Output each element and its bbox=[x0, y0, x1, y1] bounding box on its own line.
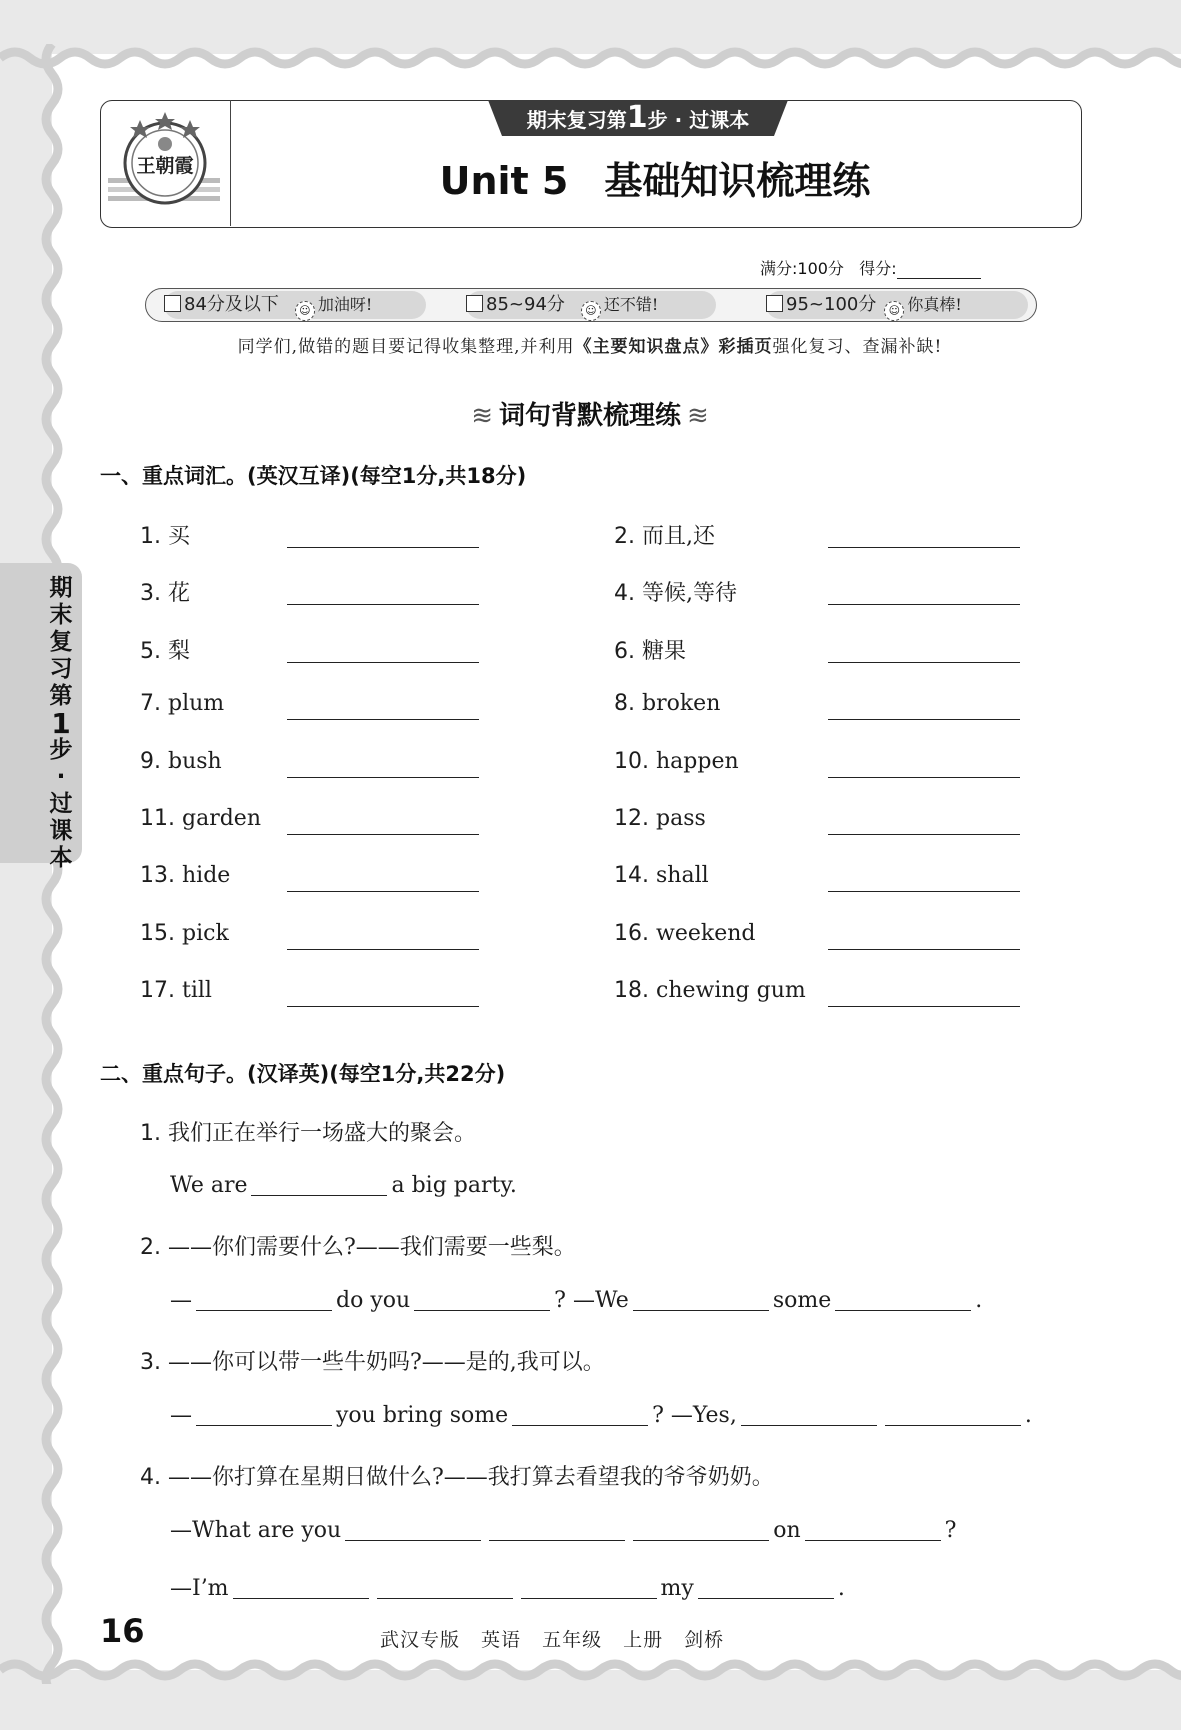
answer-line[interactable] bbox=[287, 547, 479, 548]
vocab-number: 8. bbox=[614, 691, 635, 716]
side-tab-char: 习 bbox=[49, 656, 73, 682]
answer-blank[interactable] bbox=[196, 1290, 332, 1311]
part1-heading: 一、重点词汇。(英汉互译)(每空1分,共18分) bbox=[100, 464, 527, 488]
vocab-term: pass bbox=[656, 806, 706, 831]
svg-text:王朝霞: 王朝霞 bbox=[136, 155, 194, 177]
vocab-term: chewing gum bbox=[656, 978, 806, 1003]
q4-chinese: 4. ——你打算在星期日做什么?——我打算去看望我的爷爷奶奶。 bbox=[140, 1465, 774, 1490]
answer-line[interactable] bbox=[828, 891, 1020, 892]
vocab-number: 7. bbox=[140, 691, 161, 716]
vocab-term: 而且,还 bbox=[642, 524, 715, 549]
vocab-item bbox=[614, 978, 806, 1003]
vocab-term: broken bbox=[642, 691, 721, 716]
answer-blank[interactable] bbox=[345, 1520, 481, 1541]
answer-line[interactable] bbox=[287, 719, 479, 720]
answer-blank[interactable] bbox=[741, 1405, 877, 1426]
section-title: ≋ 词句背默梳理练 ≋ bbox=[471, 401, 709, 431]
side-tab-label bbox=[44, 575, 78, 872]
vocab-item bbox=[140, 749, 222, 774]
vocab-item bbox=[614, 749, 739, 774]
side-tab-char: 复 bbox=[49, 629, 73, 655]
side-tab-char: 步 bbox=[49, 737, 73, 763]
q2-chinese: 2. ——你们需要什么?——我们需要一些梨。 bbox=[140, 1235, 576, 1260]
face-icon: ☺ bbox=[295, 301, 315, 321]
vocab-term: hide bbox=[182, 863, 231, 888]
logo-area bbox=[100, 100, 231, 226]
answer-blank[interactable] bbox=[489, 1520, 625, 1541]
answer-line[interactable] bbox=[828, 719, 1020, 720]
wave-deco-icon: ≋ bbox=[687, 401, 709, 431]
vocab-item bbox=[614, 576, 737, 607]
vocab-number: 17. bbox=[140, 978, 175, 1003]
vocab-term: happen bbox=[656, 749, 739, 774]
vocab-item bbox=[614, 691, 720, 716]
answer-blank[interactable] bbox=[805, 1520, 941, 1541]
vocab-item bbox=[140, 921, 229, 946]
q1-chinese: 1. 我们正在举行一场盛大的聚会。 bbox=[140, 1121, 477, 1146]
level-low-checkbox[interactable] bbox=[164, 295, 181, 312]
page-number: 16 bbox=[100, 1612, 145, 1650]
score-line: 满分:100分 得分: bbox=[760, 256, 1050, 279]
step-label: 期末复习第1步 · 过课本 bbox=[526, 100, 750, 135]
answer-line[interactable] bbox=[287, 891, 479, 892]
vocab-item bbox=[614, 519, 715, 550]
vocab-number: 3. bbox=[140, 581, 161, 606]
side-tab-char: 1 bbox=[51, 707, 71, 740]
vocab-item bbox=[614, 634, 686, 665]
answer-blank[interactable] bbox=[512, 1405, 648, 1426]
answer-blank[interactable] bbox=[251, 1175, 387, 1196]
level-mid-checkbox[interactable] bbox=[466, 295, 483, 312]
answer-line[interactable] bbox=[828, 834, 1020, 835]
vocab-item bbox=[614, 921, 755, 946]
answer-line[interactable] bbox=[828, 662, 1020, 663]
level-high-checkbox[interactable] bbox=[766, 295, 783, 312]
answer-line[interactable] bbox=[287, 949, 479, 950]
level-high: 95~100分 ☺ 你真棒! bbox=[766, 291, 1028, 319]
answer-line[interactable] bbox=[828, 777, 1020, 778]
level-mid: 85~94分 ☺ 还不错! bbox=[466, 291, 716, 319]
vocab-term: 梨 bbox=[168, 639, 191, 664]
vocab-number: 16. bbox=[614, 921, 649, 946]
vocab-number: 12. bbox=[614, 806, 649, 831]
vocab-number: 5. bbox=[140, 639, 161, 664]
answer-blank[interactable] bbox=[633, 1290, 769, 1311]
answer-blank[interactable] bbox=[196, 1405, 332, 1426]
answer-blank[interactable] bbox=[698, 1578, 834, 1599]
brand-logo-icon bbox=[100, 100, 230, 226]
vocab-term: garden bbox=[182, 806, 261, 831]
answer-blank[interactable] bbox=[414, 1290, 550, 1311]
vocab-item bbox=[140, 576, 190, 607]
vocab-number: 1. bbox=[140, 524, 161, 549]
vocab-item bbox=[614, 806, 706, 831]
notice-text: 同学们,做错的题目要记得收集整理,并利用《主要知识盘点》彩插页强化复习、查漏补缺! bbox=[237, 337, 943, 357]
q1-english: We are a big party. bbox=[170, 1173, 517, 1198]
vocab-number: 2. bbox=[614, 524, 635, 549]
part2-heading: 二、重点句子。(汉译英)(每空1分,共22分) bbox=[100, 1062, 506, 1086]
vocab-item bbox=[140, 863, 230, 888]
vocab-term: 买 bbox=[168, 524, 191, 549]
vocab-term: 等候,等待 bbox=[642, 581, 737, 606]
answer-line[interactable] bbox=[287, 604, 479, 605]
answer-line[interactable] bbox=[828, 949, 1020, 950]
score-blank[interactable] bbox=[897, 262, 981, 279]
face-icon: ☺ bbox=[581, 301, 601, 321]
wave-deco-icon: ≋ bbox=[471, 401, 493, 431]
vocab-number: 18. bbox=[614, 978, 649, 1003]
vocab-item bbox=[140, 978, 212, 1003]
vocab-number: 15. bbox=[140, 921, 175, 946]
page-title: Unit 5 基础知识梳理练 bbox=[439, 159, 871, 203]
answer-blank[interactable] bbox=[885, 1405, 1021, 1426]
answer-blank[interactable] bbox=[377, 1578, 513, 1599]
answer-line[interactable] bbox=[287, 662, 479, 663]
vocab-term: till bbox=[182, 978, 212, 1003]
vocab-number: 10. bbox=[614, 749, 649, 774]
vocab-item bbox=[140, 634, 190, 665]
side-tab-char: 课 bbox=[49, 818, 73, 844]
q3-english: — you bring some ? —Yes, . bbox=[170, 1403, 1032, 1428]
answer-line[interactable] bbox=[828, 1006, 1020, 1007]
side-tab-char: 本 bbox=[49, 845, 73, 871]
vocab-term: shall bbox=[656, 863, 709, 888]
vocab-item bbox=[140, 806, 261, 831]
level-low: 84分及以下 ☺ 加油呀! bbox=[164, 291, 426, 319]
vocab-term: 花 bbox=[168, 581, 191, 606]
footer-info: 武汉专版 英语 五年级 上册 剑桥 bbox=[380, 1629, 725, 1651]
level-bar bbox=[145, 288, 1037, 322]
answer-line[interactable] bbox=[828, 547, 1020, 548]
vocab-number: 11. bbox=[140, 806, 175, 831]
vocab-number: 13. bbox=[140, 863, 175, 888]
q3-chinese: 3. ——你可以带一些牛奶吗?——是的,我可以。 bbox=[140, 1350, 605, 1375]
answer-blank[interactable] bbox=[633, 1520, 769, 1541]
vocab-number: 4. bbox=[614, 581, 635, 606]
side-tab-char: 第 bbox=[49, 683, 73, 709]
vocab-term: 糖果 bbox=[642, 639, 687, 664]
q2-english: — do you ? —We some . bbox=[170, 1288, 983, 1313]
q4-english-line2: —I’m my . bbox=[170, 1576, 845, 1601]
vocab-number: 14. bbox=[614, 863, 649, 888]
face-icon: ☺ bbox=[884, 301, 904, 321]
vocab-term: weekend bbox=[656, 921, 756, 946]
answer-line[interactable] bbox=[828, 604, 1020, 605]
vocab-number: 9. bbox=[140, 749, 161, 774]
vocab-term: plum bbox=[168, 691, 225, 716]
answer-line[interactable] bbox=[287, 1006, 479, 1007]
vocab-number: 6. bbox=[614, 639, 635, 664]
answer-line[interactable] bbox=[287, 834, 479, 835]
vocab-term: bush bbox=[168, 749, 222, 774]
side-tab-char: · bbox=[56, 764, 66, 790]
vocab-item bbox=[614, 863, 709, 888]
side-tab-char: 期 bbox=[49, 575, 73, 601]
answer-blank[interactable] bbox=[233, 1578, 369, 1599]
side-tab-char: 过 bbox=[49, 791, 73, 817]
vocab-item bbox=[140, 691, 224, 716]
side-tab-char: 末 bbox=[49, 602, 73, 628]
vocab-term: pick bbox=[182, 921, 229, 946]
q4-english-line1: —What are you on ? bbox=[170, 1518, 957, 1543]
vocab-item bbox=[140, 519, 190, 550]
answer-blank[interactable] bbox=[521, 1578, 657, 1599]
answer-line[interactable] bbox=[287, 777, 479, 778]
answer-blank[interactable] bbox=[835, 1290, 971, 1311]
